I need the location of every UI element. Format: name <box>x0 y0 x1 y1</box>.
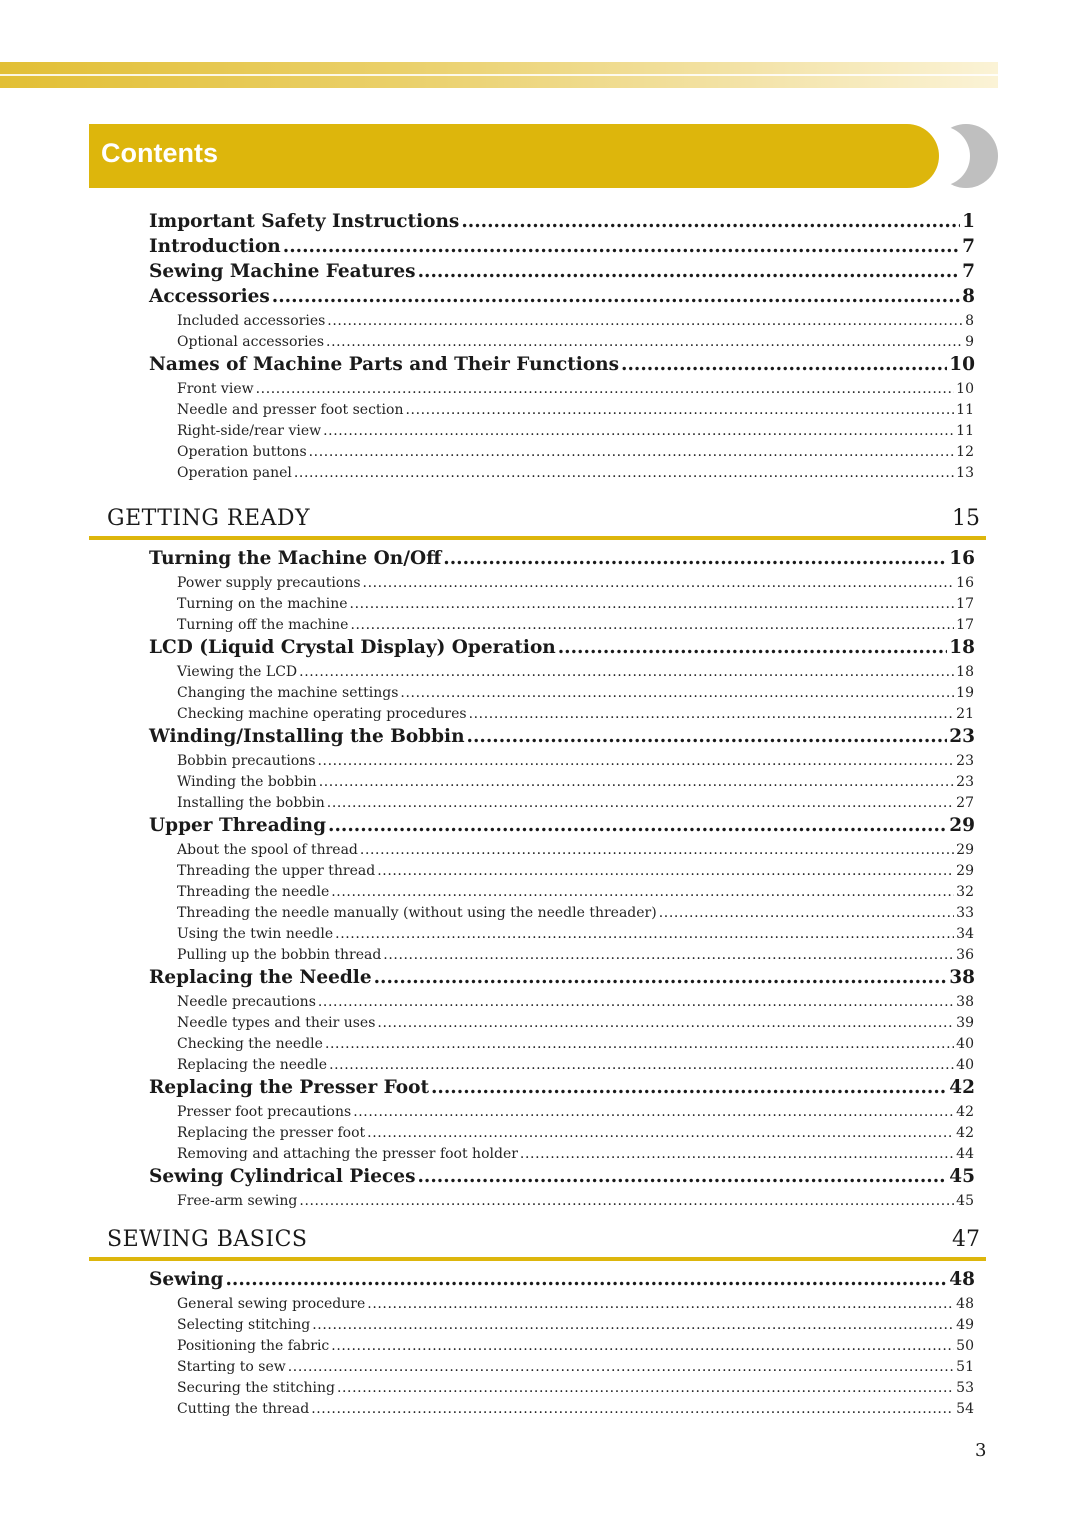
toc-dot-leader <box>225 1269 947 1290</box>
toc-entry-title: Checking the needle <box>177 1036 323 1052</box>
toc-entry-page: 44 <box>956 1146 974 1162</box>
toc-dot-leader <box>461 211 960 232</box>
toc-entry-title: Viewing the LCD <box>177 664 298 680</box>
toc-sub-entry[interactable] <box>177 863 974 883</box>
toc-entry-page: 29 <box>956 842 974 858</box>
toc-dot-leader <box>383 947 954 963</box>
toc-main-entry[interactable] <box>149 1166 975 1190</box>
toc-sub-entry[interactable] <box>177 706 974 726</box>
toc-sub-entry[interactable] <box>177 884 974 904</box>
toc-sub-entry[interactable] <box>177 994 974 1014</box>
toc-sub-entry[interactable] <box>177 381 974 401</box>
toc-entry-page: 23 <box>949 726 975 747</box>
section-divider <box>89 536 986 540</box>
toc-dot-leader <box>360 842 954 858</box>
toc-dot-leader <box>325 1036 954 1052</box>
toc-entry-title: Included accessories <box>177 313 326 329</box>
toc-entry-page: 38 <box>956 994 974 1010</box>
toc-entry-page: 42 <box>956 1104 974 1120</box>
toc-main-entry[interactable] <box>149 1269 975 1293</box>
toc-entry-page: 17 <box>956 596 974 612</box>
toc-entry-page: 49 <box>956 1317 974 1333</box>
page-title: Contents <box>101 138 218 168</box>
toc-sub-entry[interactable] <box>177 465 974 485</box>
toc-sub-entry[interactable] <box>177 1317 974 1337</box>
toc-entry-page: 8 <box>965 313 974 329</box>
toc-entry-title: Sewing Machine Features <box>149 261 416 282</box>
toc-dot-leader <box>467 726 948 747</box>
section-heading[interactable] <box>107 1227 980 1252</box>
toc-entry-title: Names of Machine Parts and Their Functions <box>149 354 620 375</box>
toc-entry-title: Front view <box>177 381 254 397</box>
toc-entry-title: Optional accessories <box>177 334 325 350</box>
toc-entry-title: Winding the bobbin <box>177 774 317 790</box>
toc-entry-page: 42 <box>956 1125 974 1141</box>
toc-entry-page: 34 <box>956 926 974 942</box>
toc-entry-page: 10 <box>949 354 975 375</box>
toc-entry-page: 21 <box>956 706 974 722</box>
toc-entry-page: 10 <box>956 381 974 397</box>
section-page: 47 <box>952 1227 980 1252</box>
toc-entry-page: 12 <box>956 444 974 460</box>
toc-sub-entry[interactable] <box>177 753 974 773</box>
toc-entry-title: Operation buttons <box>177 444 307 460</box>
toc-entry-page: 45 <box>949 1166 975 1187</box>
toc-entry-title: About the spool of thread <box>177 842 358 858</box>
toc-entry-title: Turning the Machine On/Off <box>149 548 442 569</box>
toc-dot-leader <box>374 967 948 988</box>
toc-dot-leader <box>469 706 955 722</box>
toc-dot-leader <box>256 381 955 397</box>
toc-dot-leader <box>520 1146 954 1162</box>
toc-dot-leader <box>443 548 947 569</box>
toc-entry-title: Replacing the Presser Foot <box>149 1077 429 1098</box>
toc-entry-title: LCD (Liquid Crystal Display) Operation <box>149 637 556 658</box>
toc-entry-title: Power supply precautions <box>177 575 361 591</box>
toc-entry-page: 48 <box>949 1269 975 1290</box>
toc-entry-title: Turning on the machine <box>177 596 348 612</box>
toc-dot-leader <box>272 286 960 307</box>
toc-dot-leader <box>327 313 963 329</box>
toc-entry-page: 16 <box>949 548 975 569</box>
toc-dot-leader <box>400 685 954 701</box>
toc-entry-page: 40 <box>956 1057 974 1073</box>
toc-entry-page: 40 <box>956 1036 974 1052</box>
toc-dot-leader <box>418 261 961 282</box>
toc-dot-leader <box>299 1193 954 1209</box>
toc-entry-title: Replacing the presser foot <box>177 1125 366 1141</box>
section-title: GETTING READY <box>107 506 311 531</box>
toc-dot-leader <box>377 863 954 879</box>
toc-entry-title: Accessories <box>149 286 270 307</box>
toc-entry-title: Threading the needle <box>177 884 330 900</box>
toc-entry-page: 51 <box>956 1359 974 1375</box>
toc-sub-entry[interactable] <box>177 617 974 637</box>
toc-entry-title: Free-arm sewing <box>177 1193 298 1209</box>
toc-entry-page: 11 <box>956 402 974 418</box>
toc-entry-title: Important Safety Instructions <box>149 211 460 232</box>
toc-dot-leader <box>337 1380 954 1396</box>
toc-sub-entry[interactable] <box>177 334 974 354</box>
toc-sub-entry[interactable] <box>177 575 974 595</box>
toc-dot-leader <box>312 1317 954 1333</box>
toc-main-entry[interactable] <box>149 1077 975 1101</box>
toc-main-entry[interactable] <box>149 726 975 750</box>
toc-entry-title: Sewing Cylindrical Pieces <box>149 1166 416 1187</box>
section-heading[interactable] <box>107 506 980 531</box>
toc-entry-page: 38 <box>949 967 975 988</box>
toc-dot-leader <box>309 444 955 460</box>
toc-entry-page: 18 <box>949 637 975 658</box>
toc-sub-entry[interactable] <box>177 1338 974 1358</box>
toc-entry-title: Pulling up the bobbin thread <box>177 947 382 963</box>
toc-entry-title: Winding/Installing the Bobbin <box>149 726 465 747</box>
toc-dot-leader <box>363 575 955 591</box>
toc-entry-title: Removing and attaching the presser foot holder <box>177 1146 518 1162</box>
toc-main-entry[interactable] <box>149 815 975 839</box>
section-divider <box>89 1257 986 1261</box>
toc-entry-page: 32 <box>956 884 974 900</box>
toc-dot-leader <box>621 354 947 375</box>
toc-sub-entry[interactable] <box>177 402 974 422</box>
toc-sub-entry[interactable] <box>177 926 974 946</box>
toc-entry-title: Needle precautions <box>177 994 316 1010</box>
toc-sub-entry[interactable] <box>177 1036 974 1056</box>
toc-main-entry[interactable] <box>149 211 975 235</box>
toc-dot-leader <box>405 402 954 418</box>
toc-entry-page: 23 <box>956 774 974 790</box>
toc-sub-entry[interactable] <box>177 1380 974 1400</box>
toc-dot-leader <box>327 795 954 811</box>
toc-dot-leader <box>317 753 954 769</box>
toc-entry-title: Replacing the needle <box>177 1057 328 1073</box>
toc-entry-page: 50 <box>956 1338 974 1354</box>
toc-sub-entry[interactable] <box>177 685 974 705</box>
toc-dot-leader <box>377 1015 954 1031</box>
toc-entry-title: Positioning the fabric <box>177 1338 330 1354</box>
toc-dot-leader <box>328 815 947 836</box>
toc-entry-page: 18 <box>956 664 974 680</box>
toc-entry-page: 19 <box>956 685 974 701</box>
toc-entry-title: Turning off the machine <box>177 617 349 633</box>
toc-entry-title: Bobbin precautions <box>177 753 316 769</box>
toc-entry-title: Needle types and their uses <box>177 1015 376 1031</box>
toc-entry-title: Right-side/rear view <box>177 423 322 439</box>
toc-dot-leader <box>350 617 954 633</box>
toc-entry-page: 1 <box>962 211 975 232</box>
toc-main-entry[interactable] <box>149 548 975 572</box>
toc-entry-page: 23 <box>956 753 974 769</box>
toc-dot-leader <box>319 774 954 790</box>
toc-sub-entry[interactable] <box>177 313 974 333</box>
toc-entry-page: 42 <box>949 1077 975 1098</box>
toc-dot-leader <box>329 1057 954 1073</box>
toc-sub-entry[interactable] <box>177 1359 974 1379</box>
toc-entry-page: 36 <box>956 947 974 963</box>
toc-entry-page: 16 <box>956 575 974 591</box>
toc-dot-leader <box>299 664 954 680</box>
toc-dot-leader <box>431 1077 947 1098</box>
toc-sub-entry[interactable] <box>177 664 974 684</box>
toc-sub-entry[interactable] <box>177 1193 974 1213</box>
toc-dot-leader <box>335 926 954 942</box>
toc-entry-page: 53 <box>956 1380 974 1396</box>
toc-sub-entry[interactable] <box>177 842 974 862</box>
toc-entry-page: 54 <box>956 1401 974 1417</box>
toc-entry-page: 13 <box>956 465 974 481</box>
toc-dot-leader <box>558 637 948 658</box>
toc-sub-entry[interactable] <box>177 1015 974 1035</box>
toc-dot-leader <box>323 423 954 439</box>
toc-entry-title: Needle and presser foot section <box>177 402 404 418</box>
toc-entry-title: Using the twin needle <box>177 926 334 942</box>
toc-entry-title: Starting to sew <box>177 1359 286 1375</box>
toc-entry-title: Upper Threading <box>149 815 327 836</box>
toc-entry-title: Threading the upper thread <box>177 863 376 879</box>
toc-entry-page: 17 <box>956 617 974 633</box>
toc-sub-entry[interactable] <box>177 947 974 967</box>
toc-entry-title: Sewing <box>149 1269 224 1290</box>
toc-dot-leader <box>294 465 954 481</box>
toc-entry-title: Operation panel <box>177 465 292 481</box>
toc-sub-entry[interactable] <box>177 795 974 815</box>
toc-dot-leader <box>326 334 963 350</box>
toc-entry-page: 29 <box>956 863 974 879</box>
toc-entry-title: Installing the bobbin <box>177 795 325 811</box>
toc-dot-leader <box>331 1338 954 1354</box>
toc-dot-leader <box>417 1166 947 1187</box>
toc-entry-page: 7 <box>962 261 975 282</box>
toc-main-entry[interactable] <box>149 286 975 310</box>
toc-sub-entry[interactable] <box>177 444 974 464</box>
toc-entry-title: Changing the machine settings <box>177 685 399 701</box>
toc-dot-leader <box>318 994 954 1010</box>
toc-dot-leader <box>350 596 955 612</box>
toc-sub-entry[interactable] <box>177 423 974 443</box>
toc-entry-title: Replacing the Needle <box>149 967 372 988</box>
toc-main-entry[interactable] <box>149 967 975 991</box>
section-title: SEWING BASICS <box>107 1227 308 1252</box>
toc-entry-page: 11 <box>956 423 974 439</box>
toc-sub-entry[interactable] <box>177 596 974 616</box>
toc-entry-page: 39 <box>956 1015 974 1031</box>
toc-dot-leader <box>367 1125 954 1141</box>
section-page: 15 <box>952 506 980 531</box>
toc-entry-page: 7 <box>962 236 975 257</box>
toc-entry-title: Securing the stitching <box>177 1380 335 1396</box>
toc-entry-title: Presser foot precautions <box>177 1104 352 1120</box>
toc-entry-page: 33 <box>956 905 974 921</box>
toc-sub-entry[interactable] <box>177 1104 974 1124</box>
toc-entry-title: Threading the needle manually (without using the needle threader) <box>177 905 657 921</box>
toc-sub-entry[interactable] <box>177 1125 974 1145</box>
toc-sub-entry[interactable] <box>177 1057 974 1077</box>
toc-main-entry[interactable] <box>149 637 975 661</box>
toc-sub-entry[interactable] <box>177 1146 974 1166</box>
toc-dot-leader <box>659 905 954 921</box>
toc-main-entry[interactable] <box>149 354 975 378</box>
toc-dot-leader <box>367 1296 954 1312</box>
toc-sub-entry[interactable] <box>177 1296 974 1316</box>
toc-sub-entry[interactable] <box>177 774 974 794</box>
toc-dot-leader <box>311 1401 954 1417</box>
toc-entry-page: 29 <box>949 815 975 836</box>
toc-entry-title: Checking machine operating procedures <box>177 706 467 722</box>
toc-sub-entry[interactable] <box>177 1401 974 1421</box>
toc-entry-title: Selecting stitching <box>177 1317 311 1333</box>
toc-entry-page: 48 <box>956 1296 974 1312</box>
toc-sub-entry[interactable] <box>177 905 974 925</box>
toc-main-entry[interactable] <box>149 261 975 285</box>
toc-dot-leader <box>353 1104 954 1120</box>
toc-entry-page: 45 <box>956 1193 974 1209</box>
toc-entry-page: 9 <box>965 334 974 350</box>
toc-dot-leader <box>283 236 960 257</box>
toc-entry-title: General sewing procedure <box>177 1296 366 1312</box>
page-number: 3 <box>975 1440 987 1461</box>
toc-entry-title: Cutting the thread <box>177 1401 310 1417</box>
toc-entry-page: 27 <box>956 795 974 811</box>
toc-main-entry[interactable] <box>149 236 975 260</box>
toc-dot-leader <box>288 1359 954 1375</box>
toc-entry-page: 8 <box>962 286 975 307</box>
toc-dot-leader <box>331 884 954 900</box>
toc-entry-title: Introduction <box>149 236 281 257</box>
